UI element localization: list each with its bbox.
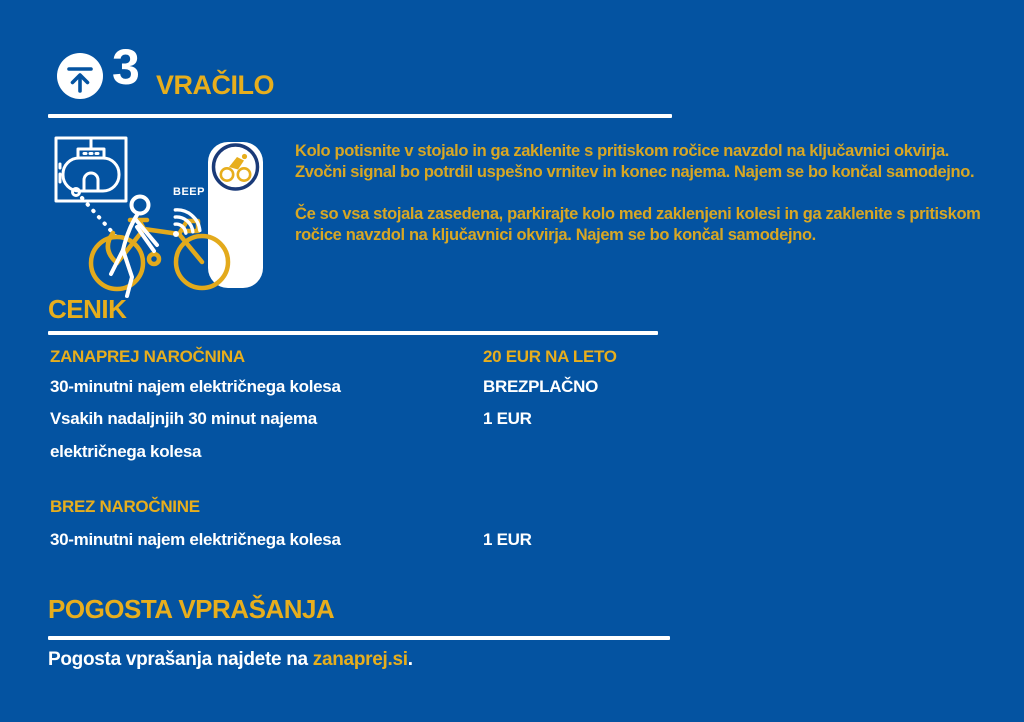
faq-text-after: . [407, 649, 413, 670]
step-number: 3 [112, 39, 139, 95]
faq-title: POGOSTA VPRAŠANJA [48, 594, 335, 624]
intro-paragraph-2: Če so vsa stojala zasedena, parkirajte kolo med zaklenjeni kolesi in ga zaklenite s pritiskom ročice navzdol na ključavnici okvirja. Najem se bo končal samodejno. [295, 205, 981, 244]
price-value: 1 EUR [483, 409, 532, 428]
pricing-table [50, 345, 690, 565]
price-label: BREZ NAROČNINE [50, 497, 200, 516]
price-label: 30-minutni najem električnega kolesa [50, 530, 341, 549]
faq-divider [48, 636, 670, 640]
table-row [50, 377, 690, 396]
header-divider [48, 114, 672, 118]
price-value: 1 EUR [483, 530, 532, 549]
price-label: 30-minutni najem električnega kolesa [50, 377, 341, 396]
pricing-divider [48, 331, 658, 335]
beep-label: BEEP [173, 186, 205, 198]
pricing-title: CENIK [48, 294, 127, 324]
table-row [50, 409, 690, 428]
price-label: ZANAPREJ NAROČNINA [50, 347, 245, 366]
intro-paragraph-1: Kolo potisnite v stojalo in ga zaklenite s pritiskom ročice navzdol na ključavnici okvirja. Zvočni signal bo potrdil uspešno vrnitev in konec najema. Najem se bo končal samodejno. [295, 142, 975, 181]
zanaprej-link[interactable]: zanaprej.si [312, 649, 408, 670]
table-row [50, 497, 690, 516]
price-value: 20 EUR NA LETO [483, 347, 617, 366]
table-row [50, 347, 690, 366]
page-title: VRAČILO [156, 70, 274, 100]
bike-return-illustration [40, 128, 290, 300]
return-dock-arrow-icon [57, 53, 103, 99]
faq-text-before: Pogosta vprašanja najdete na [48, 649, 313, 670]
price-label: električnega kolesa [50, 442, 202, 461]
price-label: Vsakih nadaljnjih 30 minut najema [50, 409, 317, 428]
faq-text [48, 649, 413, 671]
station-totem [208, 142, 263, 288]
table-row [50, 442, 690, 461]
price-value: BREZPLAČNO [483, 377, 599, 396]
frame-lock-icon [56, 138, 126, 201]
table-row [50, 530, 690, 549]
